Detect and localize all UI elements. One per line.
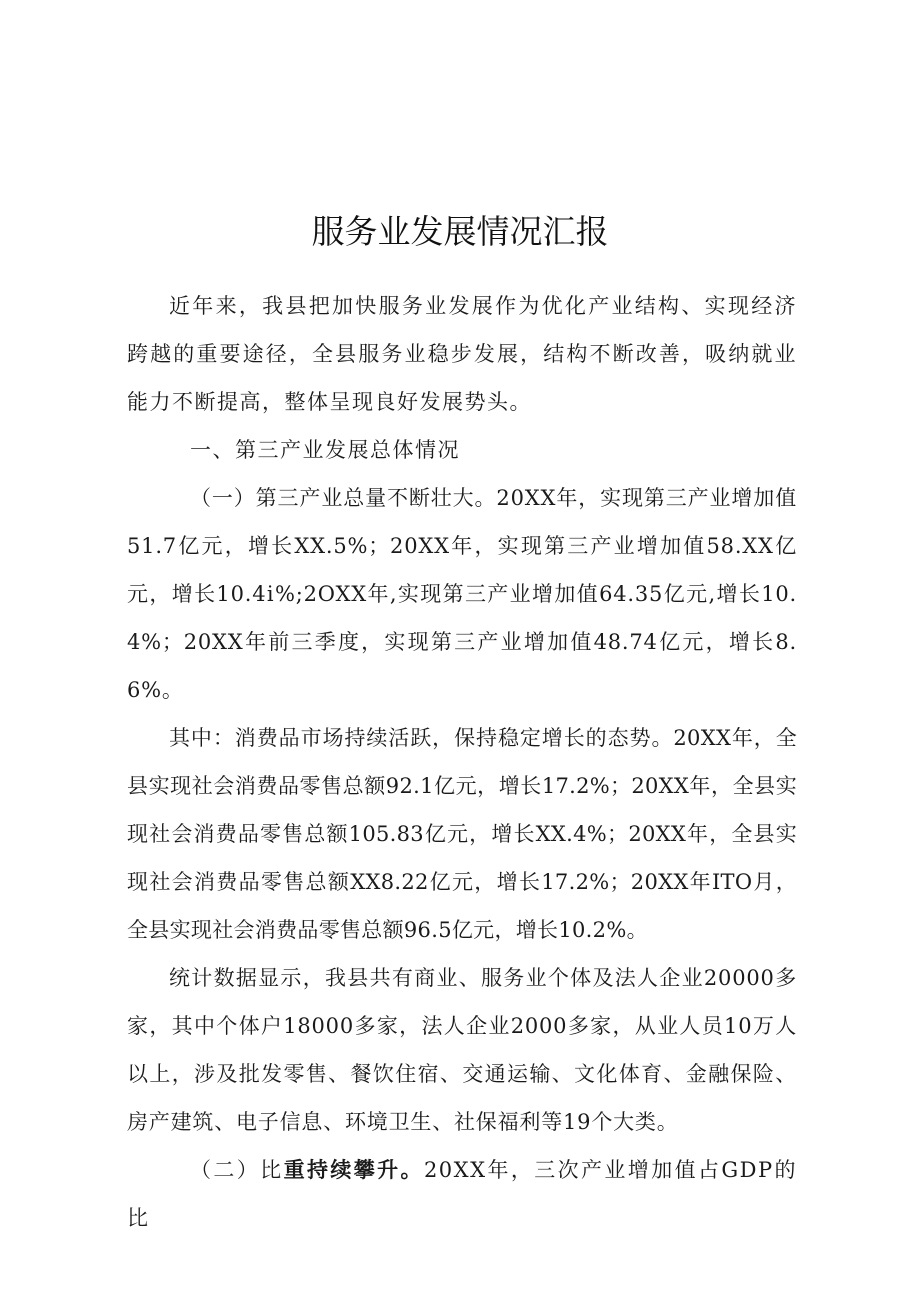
subsection-text: 20XX年，三次产业增加值占GDP的比 xyxy=(127,1158,798,1230)
statistics-paragraph: 统计数据显示，我县共有商业、服务业个体及法人企业20000多家，其中个体户18000多家，法人企业2000多家，从业人员10万人以上，涉及批发零售、餐饮住宿、交通运输、文化体育、金融保险、房产建筑、电子信息、环境卫生、社保福利等19个大类。 xyxy=(127,966,797,1134)
subsection-bold-heading: 重持续攀升。 xyxy=(283,1157,424,1182)
document-title: 服务业发展情况汇报 xyxy=(311,212,609,252)
subsection-total-growth: （一）第三产业总量不断壮大。20XX年，实现第三产业增加值51.7亿元，增长XX.5%；20XX年，实现第三产业增加值58.XX亿元，增长10.4ⅰ%;2OXX年,实现第三产业增加值64.35亿元,增长10.4%；20XX年前三季度，实现第三产业增加值48.74亿元，增长8.6%。 xyxy=(127,486,797,702)
subsection-prefix: （二）比 xyxy=(190,1158,284,1182)
section-heading-overall: 一、第三产业发展总体情况 xyxy=(190,438,460,462)
consumer-market-paragraph: 其中：消费品市场持续活跃，保持稳定增长的态势。20XX年，全县实现社会消费品零售总额92.1亿元，增长17.2%；20XX年，全县实现社会消费品零售总额105.83亿元，增长XX.4%；20XX年，全县实现社会消费品零售总额XX8.22亿元，增长17.2%；20XX年ITO月，全县实现社会消费品零售总额96.5亿元，增长10.2%。 xyxy=(127,726,797,942)
intro-paragraph: 近年来，我县把加快服务业发展作为优化产业结构、实现经济跨越的重要途径，全县服务业稳步发展，结构不断改善，吸纳就业能力不断提高，整体呈现良好发展势头。 xyxy=(127,294,797,414)
subsection-proportion-rising xyxy=(127,1146,797,1242)
document-body xyxy=(127,282,797,1242)
